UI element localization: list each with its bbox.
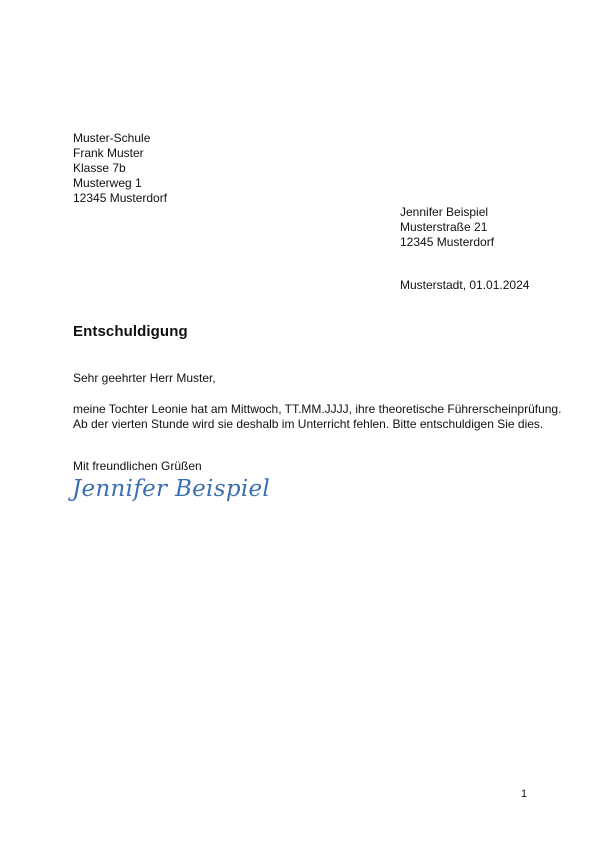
recipient-address — [73, 131, 167, 206]
sender-address — [400, 205, 494, 250]
letter-body — [73, 402, 561, 432]
body-line: meine Tochter Leonie hat am Mittwoch, TT.MM.JJJJ, ihre theoretische Führerscheinprüfung. — [73, 402, 562, 416]
signature: Jennifer Beispiel — [72, 476, 271, 502]
sender-line: Musterstraße 21 — [400, 220, 488, 234]
sender-line: Jennifer Beispiel — [400, 205, 489, 219]
page-number: 1 — [521, 788, 528, 800]
letter-date: Musterstadt, 01.01.2024 — [400, 278, 530, 292]
recipient-line: Musterweg 1 — [73, 176, 142, 190]
recipient-line: Klasse 7b — [73, 161, 126, 175]
sender-line: 12345 Musterdorf — [400, 235, 495, 249]
recipient-line: 12345 Musterdorf — [73, 191, 168, 205]
body-line: Ab der vierten Stunde wird sie deshalb im Unterricht fehlen. Bitte entschuldigen Sie dies. — [73, 417, 544, 431]
salutation: Sehr geehrter Herr Muster, — [73, 371, 216, 385]
letter-subject: Entschuldigung — [73, 323, 188, 340]
closing: Mit freundlichen Grüßen — [73, 459, 202, 473]
recipient-line: Frank Muster — [73, 146, 144, 160]
recipient-line: Muster-Schule — [73, 131, 151, 145]
